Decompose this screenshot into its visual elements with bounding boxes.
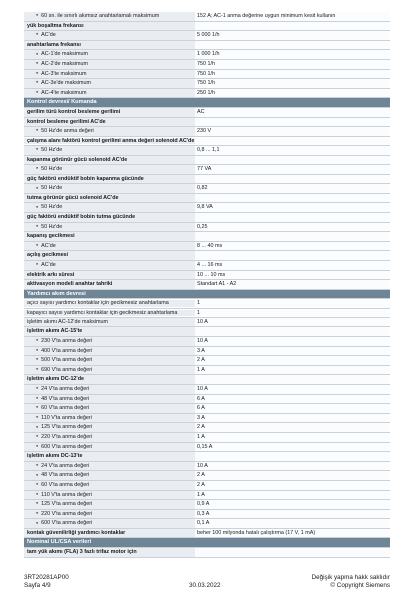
spec-row [24,404,390,414]
spec-value: 10 A [195,337,390,346]
spec-row [24,89,390,99]
section-header: Nominal UL/CSA verileri [24,538,390,548]
spec-value [195,213,390,222]
spec-row [24,433,390,443]
spec-label: ● 220 V'ta anma değeri [24,510,195,519]
spec-label: ● AC-4'te maksimum [24,89,195,98]
spec-value: 152 A; AC-1 anma değerine uygun minimum kesit kullanın [195,12,390,21]
spec-label: işletim akımı AC-15'te [24,327,195,336]
spec-label: açılış gecikmesi [24,251,195,260]
spec-value: 2 A [195,471,390,480]
spec-value: 1 A [195,491,390,500]
spec-label: ● 125 V'ta anma değeri [24,423,195,432]
spec-value: 250 1/h [195,89,390,98]
spec-value [195,156,390,165]
spec-value: 9,8 VA [195,203,390,212]
spec-row [24,203,390,213]
spec-label: ● 110 V'ta anma değeri [24,491,195,500]
spec-label: ● AC-1'de maksimum [24,50,195,59]
spec-value: 1 000 1/h [195,50,390,59]
spec-value [195,175,390,184]
spec-value: 6 A [195,404,390,413]
spec-row [24,356,390,366]
footer-left [24,574,69,590]
spec-row [24,175,390,185]
spec-label: ● 48 V'ta anma değeri [24,395,195,404]
spec-value: 6 A [195,395,390,404]
spec-row [24,213,390,223]
spec-value: 750 1/h [195,60,390,69]
spec-label: ● 600 V'ta anma değeri [24,443,195,452]
spec-label: ● 50 Hz'de anma değeri [24,127,195,136]
spec-label: kontrol besleme gerilimi AC'de [24,118,195,127]
spec-label: ● 60 sn. ile sınırlı akımsız anahtarlamalı maksimum [24,12,195,21]
spec-label: elektrik arkı süresi [24,271,195,280]
copyright-text: © Copyright Siemens [330,582,390,589]
spec-label: ● 220 V'ta anma değeri [24,433,195,442]
spec-label: ● 500 V'ta anma değeri [24,356,195,365]
spec-row [24,50,390,60]
spec-label: ● 60 V'ta anma değeri [24,404,195,413]
spec-label: ● 125 V'ta anma değeri [24,500,195,509]
spec-row [24,375,390,385]
spec-value: AC [195,108,390,117]
spec-value [195,41,390,50]
spec-label: güç faktörü endüktif bobin tutma gücünde [24,213,195,222]
spec-value: 750 1/h [195,70,390,79]
spec-value: 2 A [195,423,390,432]
spec-row [24,500,390,510]
spec-value: 0,9 A [195,500,390,509]
spec-label: çalışma alanı faktörü kontrol gerilimi anma değeri solenoid AC'de [24,138,195,144]
spec-value [195,138,390,144]
spec-label: kapanma görünür gücü solenoid AC'de [24,156,195,165]
spec-label: işletim akımı DC-12'de [24,375,195,384]
spec-value [195,232,390,241]
spec-row [24,70,390,80]
spec-row [24,548,390,558]
spec-label: aktivasyon modeli anahtar tahriki [24,280,195,289]
spec-row [24,146,390,156]
spec-label: ● 60 V'ta anma değeri [24,481,195,490]
spec-label: kapanış gecikmesi [24,232,195,241]
spec-row [24,309,390,318]
spec-label: açıcı sayısı yardımcı kontaklar için gecikmesiz anahtarlama [24,300,195,306]
spec-row [24,79,390,89]
spec-row [24,414,390,424]
spec-row [24,491,390,501]
spec-value: Standart A1 - A2 [195,280,390,289]
spec-label: ● AC'de [24,261,195,270]
spec-row [24,271,390,281]
spec-row [24,223,390,233]
spec-label: ● 50 Hz'de [24,165,195,174]
spec-row [24,184,390,194]
spec-value: 0,82 [195,184,390,193]
spec-label: ● AC-3'te maksimum [24,70,195,79]
spec-row [24,261,390,271]
spec-row [24,232,390,242]
spec-row [24,443,390,453]
spec-row [24,31,390,41]
spec-value: 0,25 [195,223,390,232]
section-header: Yardımcı akım devresi [24,290,390,300]
spec-row [24,423,390,433]
spec-row [24,137,390,146]
spec-label: ● 24 V'ta anma değeri [24,462,195,471]
spec-value: 10 A [195,385,390,394]
spec-value: 0,15 A [195,443,390,452]
spec-label: ● AC-2'de maksimum [24,60,195,69]
spec-value: 0,8 ... 1,1 [195,146,390,155]
spec-value: 3 A [195,347,390,356]
spec-value [195,548,390,557]
spec-row [24,118,390,128]
spec-value: 0,3 A [195,510,390,519]
spec-row [24,280,390,290]
spec-value: 1 [195,310,390,316]
spec-value: 1 A [195,366,390,375]
spec-label: ● 690 V'ta anma değeri [24,366,195,375]
spec-row [24,471,390,481]
spec-value: 0,1 A [195,519,390,528]
spec-row [24,327,390,337]
spec-row [24,519,390,529]
spec-label: işletim akımı DC-13'te [24,452,195,461]
spec-label: ● AC-3e'de maksimum [24,79,195,88]
spec-label: ● 48 V'ta anma değeri [24,471,195,480]
spec-value: 1 [195,300,390,306]
spec-value [195,375,390,384]
spec-row [24,510,390,520]
spec-value: 2 A [195,356,390,365]
spec-value [195,118,390,127]
technical-data-table [24,12,390,558]
spec-row [24,452,390,462]
spec-label: tam yük akımı (FLA) 3 fazlı trifaz motor için [24,548,195,557]
spec-label: ● AC'de [24,242,195,251]
spec-value [195,452,390,461]
spec-value: 5 000 1/h [195,31,390,40]
spec-label: kontak güvenilirliği yardımcı kontaklar [24,529,195,538]
spec-row [24,41,390,51]
footer-date: 30.03.2022 [189,582,221,589]
spec-label: ● 400 V'ta anma değeri [24,347,195,356]
spec-label: güç faktörü endüktif bobin kapanma gücünde [24,175,195,184]
spec-row [24,156,390,166]
spec-label: işletim akımı AC-12'de maksimum [24,318,195,327]
spec-label: ● 50 Hz'de [24,184,195,193]
spec-label: ● 50 Hz'de [24,203,195,212]
spec-label: ● 50 Hz'de [24,146,195,155]
spec-row [24,385,390,395]
spec-row [24,299,390,308]
spec-row [24,481,390,491]
spec-value: 10 A [195,462,390,471]
spec-value: 230 V [195,127,390,136]
article-number: 3RT20281AP00 [24,574,69,581]
spec-row [24,108,390,118]
spec-row [24,22,390,32]
spec-row [24,165,390,175]
spec-label: anahtarlama frekansı [24,41,195,50]
spec-label: ● 24 V'ta anma değeri [24,385,195,394]
spec-row [24,127,390,137]
spec-label: ● AC'de [24,31,195,40]
spec-value [195,194,390,203]
spec-label: ● 600 V'ta anma değeri [24,519,195,528]
spec-value: 10 A [195,318,390,327]
spec-value: beher 100 milyonda hatalı çalıştırma (17 V, 1 mA) [195,529,390,538]
spec-row [24,318,390,328]
spec-value: 3 A [195,414,390,423]
spec-value [195,251,390,260]
spec-label: ● 230 V'ta anma değeri [24,337,195,346]
spec-row [24,366,390,376]
spec-value: 10 ... 10 ms [195,271,390,280]
spec-value: 4 ... 16 ms [195,261,390,270]
spec-label: gerilim türü kontrol besleme gerilimi [24,108,195,117]
change-notice: Değişik yapma hakk saklıdır [311,574,390,581]
spec-value: 1 A [195,433,390,442]
spec-value: 2 A [195,481,390,490]
spec-row [24,242,390,252]
spec-label: ● 110 V'ta anma değeri [24,414,195,423]
spec-row [24,251,390,261]
spec-value: 8 ... 40 ms [195,242,390,251]
spec-label: kapayıcı sayısı yardımcı kontaklar için gecikmesiz anahtarlama [24,310,195,316]
spec-label: tutma görünür gücü solenoid AC'de [24,194,195,203]
spec-value: 750 1/h [195,79,390,88]
spec-row [24,194,390,204]
spec-value: 77 VA [195,165,390,174]
spec-row [24,529,390,539]
page-number: Sayfa 4/9 [24,582,51,589]
spec-label: ● 50 Hz'de [24,223,195,232]
spec-value [195,327,390,336]
spec-row [24,12,390,22]
spec-row [24,395,390,405]
spec-row [24,462,390,472]
spec-row [24,347,390,357]
spec-label: yük boşaltma frekansı [24,22,195,31]
spec-value [195,22,390,31]
footer-right [312,574,390,590]
spec-row [24,337,390,347]
spec-row [24,60,390,70]
section-header: Kontrol devresi/ Kumanda [24,98,390,108]
